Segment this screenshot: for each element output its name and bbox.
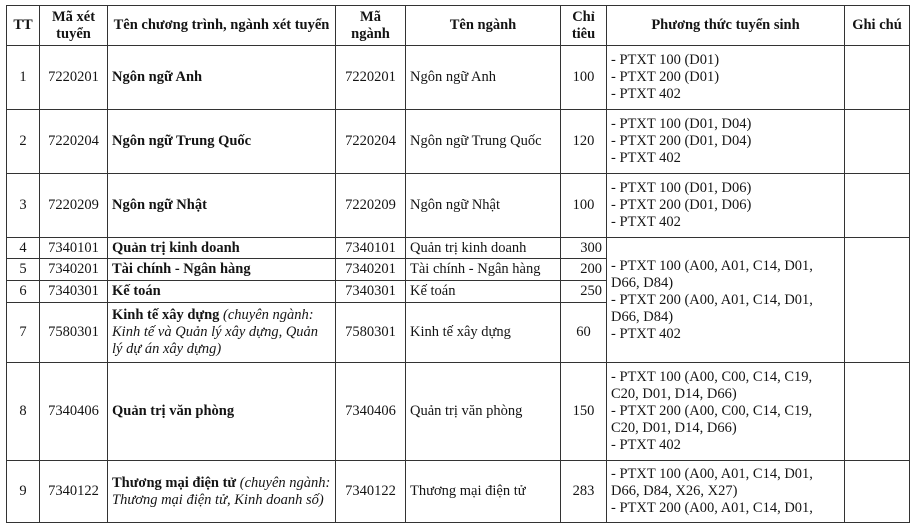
program-name: Kế toán <box>112 283 161 299</box>
program-note: (chuyên ngành: Kinh tế và Quản lý xây dựng, Quản lý dự án xây dựng) <box>112 307 319 357</box>
method-line: - PTXT 402 <box>611 437 681 453</box>
cell-ghi-chu <box>845 46 910 110</box>
cell-ma-nganh: 7340201 <box>336 259 406 281</box>
cell-ma-xet-tuyen: 7340101 <box>40 238 108 259</box>
cell-ten-chuong-trinh <box>108 281 336 303</box>
program-name: Thương mại điện tử <box>112 474 237 491</box>
program-name: Kinh tế xây dựng <box>112 307 220 323</box>
header-chi-tieu: Chỉ tiêu <box>561 6 607 46</box>
method-line: - PTXT 200 (D01, D06) <box>611 197 752 213</box>
cell-ten-nganh: Quản trị kinh doanh <box>406 238 561 259</box>
cell-ten-nganh: Kinh tế xây dựng <box>406 303 561 363</box>
cell-ghi-chu <box>845 174 910 238</box>
cell-phuong-thuc <box>607 461 845 523</box>
method-line: - PTXT 200 (A00, C00, C14, C19, C20, D01, D14, D66) <box>611 403 813 436</box>
table-row <box>7 461 910 523</box>
header-ma-xet-tuyen: Mã xét tuyển <box>40 6 108 46</box>
method-line: - PTXT 100 (A00, A01, C14, D01, D66, D84) <box>611 257 813 291</box>
method-line: - PTXT 402 <box>611 214 681 230</box>
cell-ten-nganh: Thương mại điện tử <box>406 461 561 523</box>
cell-chi-tieu: 250 <box>561 281 607 303</box>
method-line: - PTXT 402 <box>611 150 681 166</box>
header-tt: TT <box>7 6 40 46</box>
admissions-table <box>6 5 910 523</box>
method-line: - PTXT 100 (D01, D06) <box>611 180 752 196</box>
cell-ghi-chu <box>845 461 910 523</box>
cell-chi-tieu: 200 <box>561 259 607 281</box>
program-name: Ngôn ngữ Trung Quốc <box>112 133 252 149</box>
cell-chi-tieu: 120 <box>561 110 607 174</box>
cell-ghi-chu <box>845 110 910 174</box>
method-line: - PTXT 200 (A00, A01, C14, D01, <box>611 500 813 516</box>
cell-ten-nganh: Kế toán <box>406 281 561 303</box>
cell-ten-chuong-trinh <box>108 259 336 281</box>
cell-phuong-thuc <box>607 174 845 238</box>
cell-chi-tieu: 60 <box>561 303 607 363</box>
table-row <box>7 238 910 259</box>
cell-chi-tieu: 300 <box>561 238 607 259</box>
cell-ghi-chu <box>845 363 910 461</box>
cell-tt: 2 <box>7 110 40 174</box>
header-ten-nganh: Tên ngành <box>406 6 561 46</box>
cell-chi-tieu: 150 <box>561 363 607 461</box>
table-row <box>7 174 910 238</box>
method-line: - PTXT 402 <box>611 325 681 342</box>
cell-ma-nganh: 7340101 <box>336 238 406 259</box>
header-ten-chuong-trinh: Tên chương trình, ngành xét tuyển <box>108 6 336 46</box>
cell-ten-nganh: Ngôn ngữ Trung Quốc <box>406 110 561 174</box>
cell-ma-nganh: 7580301 <box>336 303 406 363</box>
cell-ten-chuong-trinh <box>108 174 336 238</box>
cell-ten-nganh: Ngôn ngữ Nhật <box>406 174 561 238</box>
cell-ten-chuong-trinh <box>108 46 336 110</box>
cell-ten-nganh: Tài chính - Ngân hàng <box>406 259 561 281</box>
header-ghi-chu: Ghi chú <box>845 6 910 46</box>
header-phuong-thuc: Phương thức tuyển sinh <box>607 6 845 46</box>
cell-ma-nganh: 7340406 <box>336 363 406 461</box>
cell-ten-chuong-trinh <box>108 303 336 363</box>
cell-ma-xet-tuyen: 7340122 <box>40 461 108 523</box>
method-line: - PTXT 100 (D01) <box>611 52 720 68</box>
cell-phuong-thuc <box>607 110 845 174</box>
cell-tt: 9 <box>7 461 40 523</box>
program-name: Quản trị kinh doanh <box>112 239 240 256</box>
cell-ten-chuong-trinh <box>108 461 336 523</box>
cell-ma-nganh: 7340122 <box>336 461 406 523</box>
cell-tt: 5 <box>7 259 40 281</box>
cell-tt: 7 <box>7 303 40 363</box>
table-header-row <box>7 6 910 46</box>
cell-phuong-thuc <box>607 46 845 110</box>
cell-ma-xet-tuyen: 7220204 <box>40 110 108 174</box>
method-line: - PTXT 200 (D01, D04) <box>611 133 752 149</box>
cell-ma-xet-tuyen: 7340301 <box>40 281 108 303</box>
cell-tt: 1 <box>7 46 40 110</box>
program-note: (chuyên ngành: Thương mại điện tử, Kinh doanh số) <box>112 474 331 508</box>
method-line: - PTXT 100 (A00, C00, C14, C19, C20, D01, D14, D66) <box>611 369 813 402</box>
program-name: Quản trị văn phòng <box>112 403 235 419</box>
cell-ma-nganh: 7340301 <box>336 281 406 303</box>
cell-ten-chuong-trinh <box>108 238 336 259</box>
cell-tt: 6 <box>7 281 40 303</box>
cell-ten-chuong-trinh <box>108 363 336 461</box>
method-line: - PTXT 200 (D01) <box>611 69 720 85</box>
cell-phuong-thuc-merged <box>607 238 845 363</box>
cell-ten-nganh: Quản trị văn phòng <box>406 363 561 461</box>
header-ma-nganh: Mã ngành <box>336 6 406 46</box>
cell-phuong-thuc <box>607 363 845 461</box>
cell-ma-xet-tuyen: 7580301 <box>40 303 108 363</box>
program-name: Tài chính - Ngân hàng <box>112 261 251 277</box>
cell-ma-nganh: 7220201 <box>336 46 406 110</box>
cell-ten-chuong-trinh <box>108 110 336 174</box>
cell-ma-nganh: 7220204 <box>336 110 406 174</box>
cell-tt: 3 <box>7 174 40 238</box>
cell-tt: 4 <box>7 238 40 259</box>
cell-ma-xet-tuyen: 7340406 <box>40 363 108 461</box>
table-row <box>7 363 910 461</box>
cell-tt: 8 <box>7 363 40 461</box>
table-row <box>7 110 910 174</box>
program-name: Ngôn ngữ Nhật <box>112 197 207 213</box>
method-line: - PTXT 200 (A00, A01, C14, D01, D66, D84) <box>611 291 813 325</box>
cell-ma-xet-tuyen: 7220201 <box>40 46 108 110</box>
table-row <box>7 46 910 110</box>
cell-ten-nganh: Ngôn ngữ Anh <box>406 46 561 110</box>
cell-ghi-chu-merged <box>845 238 910 363</box>
cell-chi-tieu: 100 <box>561 174 607 238</box>
cell-chi-tieu: 100 <box>561 46 607 110</box>
method-line: - PTXT 100 (A00, A01, C14, D01, D66, D84, X26, X27) <box>611 466 813 499</box>
program-name: Ngôn ngữ Anh <box>112 69 203 85</box>
cell-ma-nganh: 7220209 <box>336 174 406 238</box>
cell-chi-tieu: 283 <box>561 461 607 523</box>
cell-ma-xet-tuyen: 7340201 <box>40 259 108 281</box>
cell-ma-xet-tuyen: 7220209 <box>40 174 108 238</box>
method-line: - PTXT 402 <box>611 86 681 102</box>
method-line: - PTXT 100 (D01, D04) <box>611 116 752 132</box>
